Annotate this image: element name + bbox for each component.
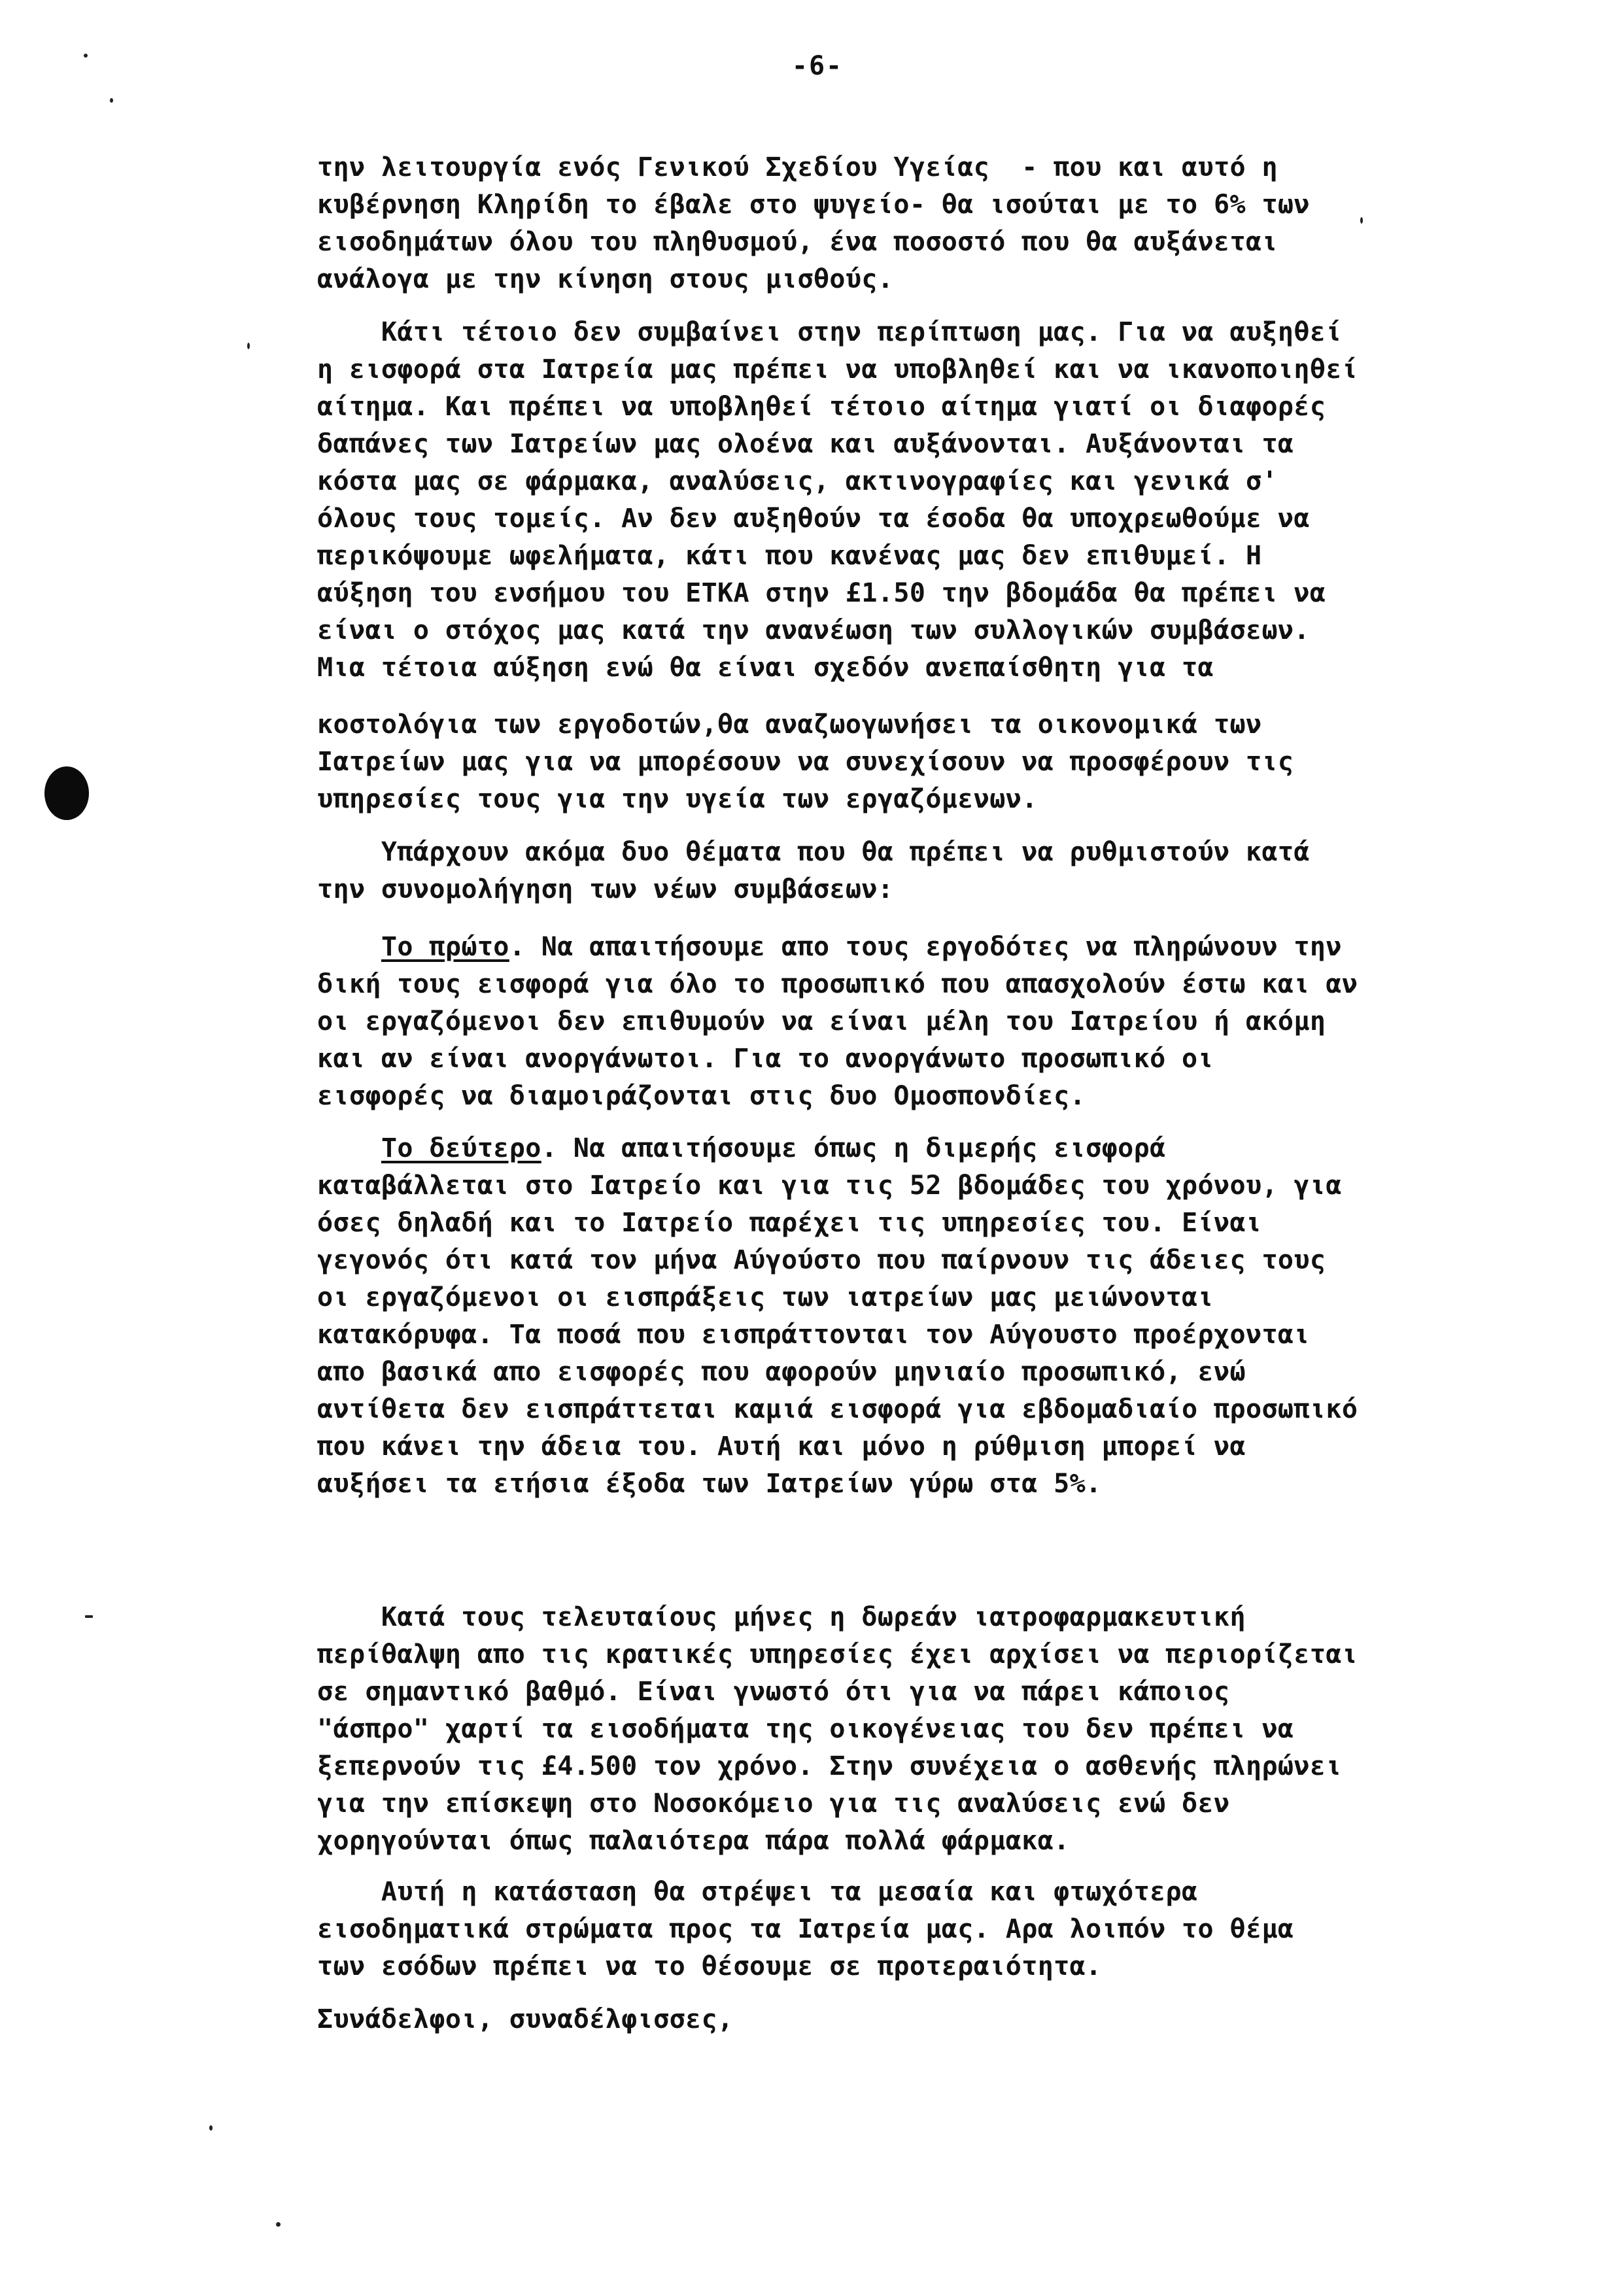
text-line xyxy=(317,1130,1390,1167)
text-line: την λειτουργία ενός Γενικού Σχεδίου Υγείας - που και αυτό η xyxy=(317,152,1278,182)
text-line: ξεπερνούν τις £4.500 τον χρόνο. Στην συνέχεια ο ασθενής πληρώνει xyxy=(317,1751,1342,1781)
paragraph-8 xyxy=(317,1874,1390,1985)
paragraph-1 xyxy=(317,149,1390,298)
underlined-heading: Το δεύτερο xyxy=(381,1133,541,1163)
text-line: κόστα μας σε φάρμακα, αναλύσεις, ακτινογραφίες και γενικά σ' xyxy=(317,466,1278,496)
text-line: όσες δηλαδή και το Ιατρείο παρέχει τις υπηρεσίες του. Είναι xyxy=(317,1208,1262,1238)
underlined-heading: Το πρώτο xyxy=(381,932,509,962)
scan-speck xyxy=(85,1615,93,1618)
text-line: γεγονός ότι κατά τον μήνα Αύγούστο που παίρνουν τις άδειες τους xyxy=(317,1245,1326,1275)
text-line: Αυτή η κατάσταση θα στρέψει τα μεσαία και φτωχότερα xyxy=(317,1877,1198,1907)
paragraph-2 xyxy=(317,314,1390,687)
scan-speck xyxy=(84,54,88,58)
text-line: οι εργαζόμενοι οι εισπράξεις των ιατρείων μας μειώνονται xyxy=(317,1282,1214,1312)
text-line: κοστολόγια των εργοδοτών,θα αναζωογωνήσει τα οικονομικά των xyxy=(317,710,1262,740)
text-line: αντίθετα δεν εισπράττεται καμιά εισφορά για εβδομαδιαίο προσωπικό xyxy=(317,1394,1358,1424)
text-line: σε σημαντικό βαθμό. Είναι γνωστό ότι για να πάρει κάποιος xyxy=(317,1677,1230,1707)
heading-continuation: . Να απαιτήσουμε απο τους εργοδότες να πληρώνουν την xyxy=(509,932,1342,962)
text-line: εισοδημάτων όλου του πληθυσμού, ένα ποσοστό που θα αυξάνεται xyxy=(317,227,1278,257)
text-line: καταβάλλεται στο Ιατρείο και για τις 52 βδομάδες του χρόνου, για xyxy=(317,1171,1342,1201)
text-line: Συνάδελφοι, συναδέλφισσες, xyxy=(317,2004,734,2034)
text-line: είναι ο στόχος μας κατά την ανανέωση των συλλογικών συμβάσεων. xyxy=(317,615,1310,645)
text-line: Κατά τους τελευταίους μήνες η δωρεάν ιατροφαρμακευτική xyxy=(317,1602,1246,1632)
text-line: εισοδηματικά στρώματα προς τα Ιατρεία μας. Αρα λοιπόν το θέμα xyxy=(317,1914,1294,1944)
text-line: ανάλογα με την κίνηση στους μισθούς. xyxy=(317,264,894,294)
text-line: αίτημα. Και πρέπει να υποβληθεί τέτοιο αίτημα γιατί οι διαφορές xyxy=(317,392,1326,422)
scan-speck xyxy=(247,343,250,349)
text-line: κατακόρυφα. Τα ποσά που εισπράττονται τον Αύγουστο προέρχονται xyxy=(317,1320,1310,1350)
paragraph-7 xyxy=(317,1599,1390,1860)
text-line: Κάτι τέτοιο δεν συμβαίνει στην περίπτωση μας. Για να αυξηθεί xyxy=(317,317,1342,347)
text-line: αύξηση του ενσήμου του ΕΤΚΑ στην £1.50 την βδομάδα θα πρέπει να xyxy=(317,578,1326,608)
text-line: Μια τέτοια αύξηση ενώ θα είναι σχεδόν ανεπαίσθητη για τα xyxy=(317,653,1214,683)
text-line: Υπάρχουν ακόμα δυο θέματα που θα πρέπει να ρυθμιστούν κατά xyxy=(317,837,1310,867)
text-line: όλους τους τομείς. Αν δεν αυξηθούν τα έσοδα θα υποχρεωθούμε να xyxy=(317,504,1310,534)
text-line: δαπάνες των Ιατρείων μας ολοένα και αυξάνονται. Αυξάνονται τα xyxy=(317,429,1294,459)
text-line: περικόψουμε ωφελήματα, κάτι που κανένας μας δεν επιθυμεί. Η xyxy=(317,541,1262,571)
text-line: των εσόδων πρέπει να το θέσουμε σε προτεραιότητα. xyxy=(317,1951,1102,1981)
text-line: αυξήσει τα ετήσια έξοδα των Ιατρείων γύρω στα 5%. xyxy=(317,1469,1102,1499)
text-line: εισφορές να διαμοιράζονται στις δυο Ομοσπονδίες. xyxy=(317,1081,1086,1111)
text-line: δική τους εισφορά για όλο το προσωπικό που απασχολούν έστω και αν xyxy=(317,969,1358,999)
paragraph-4 xyxy=(317,834,1390,908)
paragraph-9 xyxy=(317,2001,1390,2038)
scan-speck xyxy=(1360,217,1363,224)
text-line: οι εργαζόμενοι δεν επιθυμούν να είναι μέλη του Ιατρείου ή ακόμη xyxy=(317,1006,1326,1037)
text-line: την συνομολήγηση των νέων συμβάσεων: xyxy=(317,874,894,904)
scan-speck xyxy=(209,2125,213,2131)
scan-speck xyxy=(110,98,113,103)
heading-continuation: . Να απαιτήσουμε όπως η διμερής εισφορά xyxy=(541,1133,1166,1163)
text-line: υπηρεσίες τους για την υγεία των εργαζόμενων. xyxy=(317,784,1038,814)
paragraph-5 xyxy=(317,929,1390,1115)
punch-hole-mark xyxy=(44,766,89,820)
text-line: απο βασικά απο εισφορές που αφορούν μηνιαίο προσωπικό, ενώ xyxy=(317,1357,1246,1387)
paragraph-3 xyxy=(317,706,1390,818)
paragraph-6 xyxy=(317,1130,1390,1503)
text-line: η εισφορά στα Ιατρεία μας πρέπει να υποβληθεί και να ικανοποιηθεί xyxy=(317,354,1358,385)
page-number: -6- xyxy=(791,51,844,81)
text-line xyxy=(317,929,1390,966)
text-line: για την επίσκεψη στο Νοσοκόμειο για τις αναλύσεις ενώ δεν xyxy=(317,1789,1230,1819)
text-line: κυβέρνηση Κληρίδη το έβαλε στο ψυγείο- θα ισούται με το 6% των xyxy=(317,190,1310,220)
text-line: και αν είναι ανοργάνωτοι. Για το ανοργάνωτο προσωπικό οι xyxy=(317,1044,1214,1074)
text-line: χορηγούνται όπως παλαιότερα πάρα πολλά φάρμακα. xyxy=(317,1826,1070,1856)
text-line: περίθαλψη απο τις κρατικές υπηρεσίες έχει αρχίσει να περιορίζεται xyxy=(317,1639,1358,1670)
text-line: "άσπρο" χαρτί τα εισοδήματα της οικογένειας του δεν πρέπει να xyxy=(317,1714,1294,1744)
scan-speck xyxy=(276,2222,281,2227)
text-line: που κάνει την άδεια του. Αυτή και μόνο η ρύθμιση μπορεί να xyxy=(317,1431,1246,1462)
text-line: Ιατρείων μας για να μπορέσουν να συνεχίσουν να προσφέρουν τις xyxy=(317,747,1294,777)
